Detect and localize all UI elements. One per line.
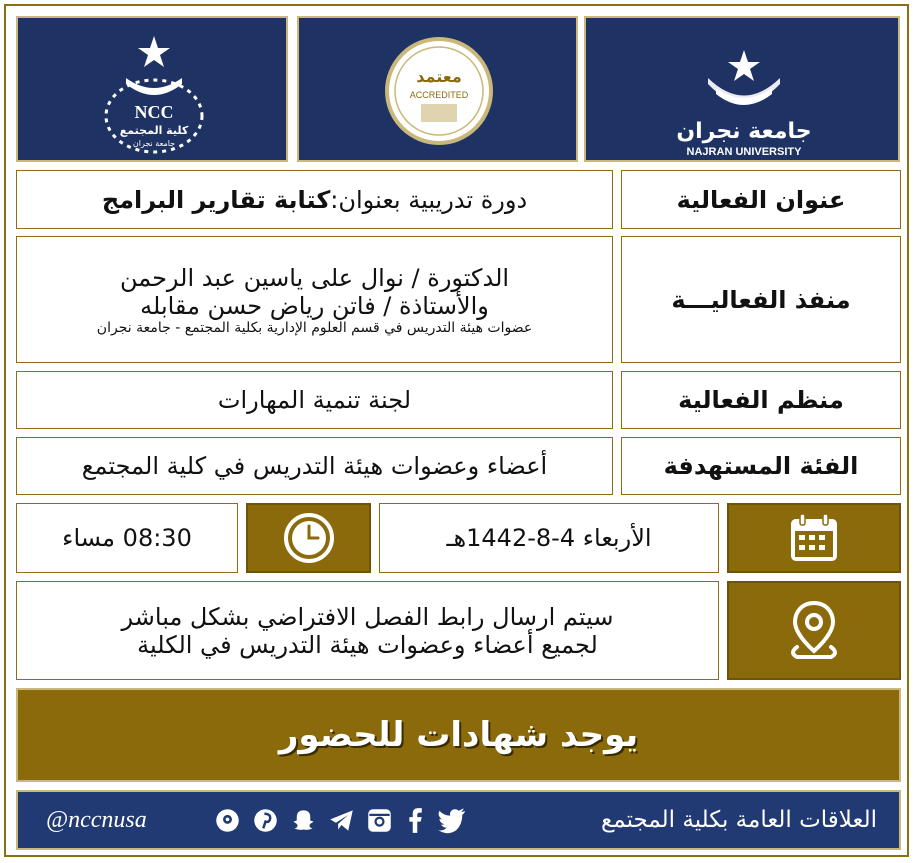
location-icon-box	[727, 581, 901, 680]
event-title-value	[16, 170, 613, 229]
footer-org: العلاقات العامة بكلية المجتمع	[601, 807, 877, 833]
certificate-text: يوجد شهادات للحضور	[278, 715, 639, 755]
ncc-acronym: NCC	[134, 102, 174, 122]
presenter-line2: والأستاذة / فاتن رياض حسن مقابله	[140, 291, 489, 320]
accredited-en: ACCREDITED	[409, 90, 469, 100]
presenter-label: منفذ الفعاليـــة	[621, 236, 901, 363]
instagram-icon[interactable]	[366, 807, 393, 834]
location-pin-icon	[785, 599, 843, 663]
footer-bar	[16, 790, 901, 850]
ncc-name-ar: كلية المجتمع	[119, 124, 189, 137]
clock-icon-box	[246, 503, 371, 573]
facebook-icon[interactable]	[404, 807, 426, 834]
organizer-label: منظم الفعالية	[621, 371, 901, 429]
accredited-ar: معتمد	[416, 67, 462, 86]
najran-university-logo-panel	[584, 16, 900, 162]
event-title-label: عنوان الفعالية	[621, 170, 901, 229]
accreditation-logo-panel	[297, 16, 578, 162]
event-title-bold: كتابة تقارير البرامج	[101, 185, 331, 214]
pinterest-icon[interactable]	[252, 807, 279, 834]
najran-name-ar: جامعة نجران	[676, 119, 812, 144]
twitter-icon[interactable]	[437, 807, 466, 834]
organizer-value: لجنة تنمية المهارات	[16, 371, 613, 429]
audience-value: أعضاء وعضوات هيئة التدريس في كلية المجتمع	[16, 437, 613, 495]
location-line2: لجميع أعضاء وعضوات هيئة التدريس في الكلية	[137, 630, 598, 659]
calendar-icon-box	[727, 503, 901, 573]
snapchat-icon[interactable]	[290, 807, 317, 834]
presenter-value	[16, 236, 613, 363]
audience-label: الفئة المستهدفة	[621, 437, 901, 495]
calendar-icon	[787, 511, 841, 565]
najran-university-logo	[586, 18, 902, 164]
event-date: الأربعاء 4-8-1442هـ	[379, 503, 719, 573]
clock-icon	[282, 511, 336, 565]
accredited-seal	[299, 18, 580, 164]
ncc-sub-ar: جامعة نجران	[132, 139, 176, 148]
telegram-icon[interactable]	[328, 807, 355, 834]
ncc-logo-panel	[16, 16, 288, 162]
location-text	[16, 581, 719, 680]
event-title-prefix: دورة تدريبية بعنوان:	[330, 185, 528, 214]
location-line1: سيتم ارسال رابط الفصل الافتراضي بشكل مباشر	[121, 602, 614, 631]
ncc-logo	[18, 18, 290, 164]
location-icon[interactable]	[214, 807, 241, 834]
footer-handle[interactable]: @nccnusa	[46, 806, 147, 833]
presenter-line1: الدكتورة / نوال على ياسين عبد الرحمن	[119, 263, 510, 292]
presenter-line3: عضوات هيئة التدريس في قسم العلوم الإدارية بكلية المجتمع - جامعة نجران	[96, 319, 533, 336]
certificate-banner	[16, 688, 901, 782]
najran-name-en: NAJRAN UNIVERSITY	[686, 146, 802, 158]
event-time: 08:30 مساء	[16, 503, 238, 573]
social-icons	[214, 792, 466, 848]
